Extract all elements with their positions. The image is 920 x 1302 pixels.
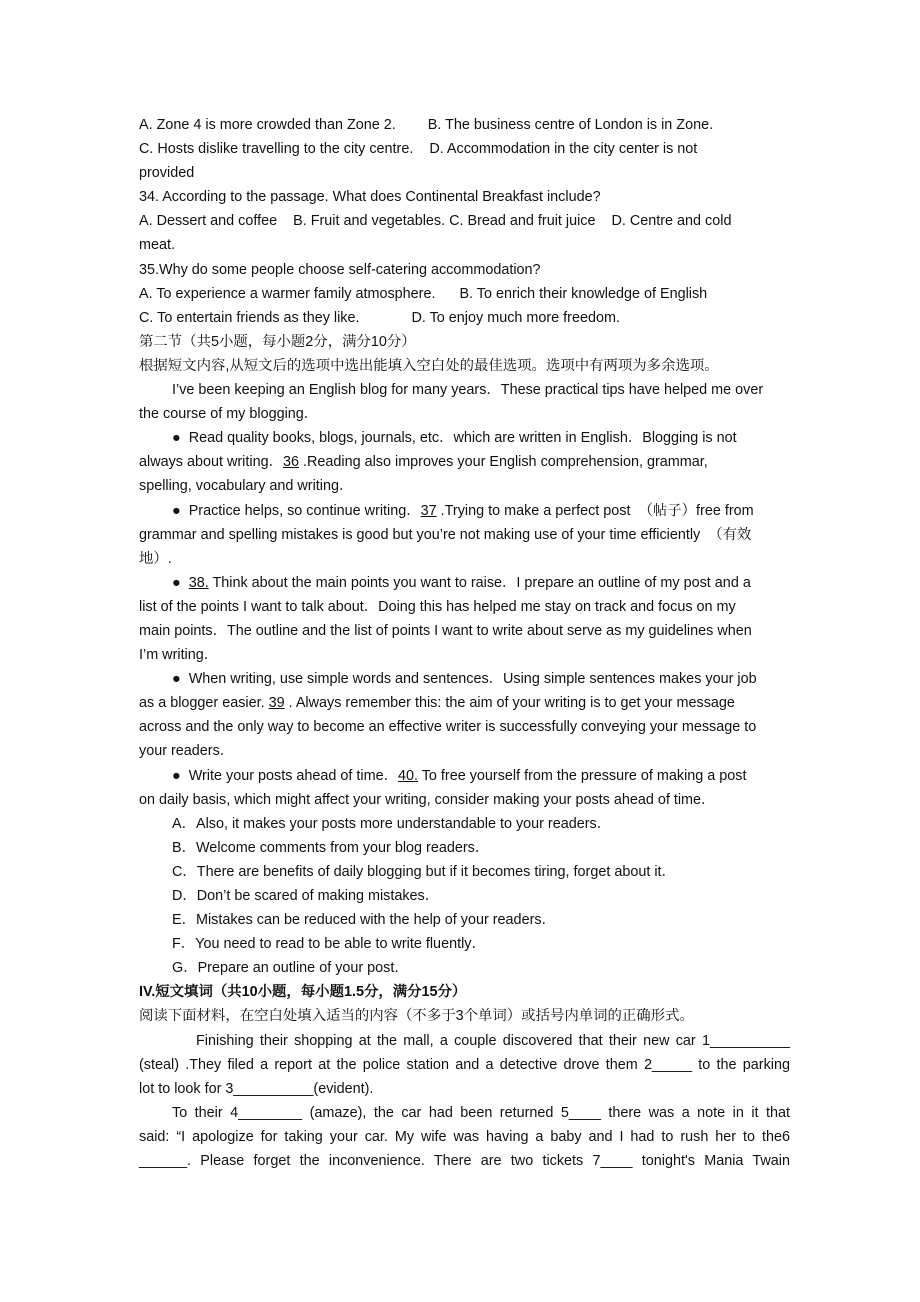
text-line xyxy=(139,258,790,282)
text-line xyxy=(139,691,790,715)
text-segment: IV.短文填词（共10小题，每小题1.5分，满分15分） xyxy=(139,984,467,1001)
text-line xyxy=(139,378,790,402)
text-segment: across and the only way to become an effective writer is successfully conveying your message to xyxy=(139,719,757,736)
text-segment: D．Don’t be scared of making mistakes． xyxy=(172,888,440,904)
text-line xyxy=(139,426,790,450)
text-line xyxy=(139,788,790,812)
text-segment: C. To entertain friends as they like. D. To enjoy much more freedom. xyxy=(139,309,620,326)
text-line xyxy=(139,619,790,643)
text-segment: . Always remember this: the aim of your writing is to get your message xyxy=(284,695,735,712)
text-segment: C．There are benefits of daily blogging but if it becomes tiring, forget about it． xyxy=(172,863,676,880)
text-segment: 根据短文内容,从短文后的选项中选出能填入空白处的最佳选项。选项中有两项为多余选项。 xyxy=(139,357,719,374)
text-segment: A．Also, it makes your posts more understandable to your readers． xyxy=(172,815,612,832)
text-line xyxy=(139,450,790,474)
text-line xyxy=(139,474,790,498)
text-line xyxy=(139,354,790,378)
text-segment: the course of my blogging． xyxy=(139,406,319,423)
text-line xyxy=(139,330,790,354)
text-segment: meat. xyxy=(139,237,175,254)
text-segment: said: “I apologize for taking your car. My wife was having a baby and I had to rush her to the6 xyxy=(139,1128,790,1145)
text-line xyxy=(139,523,790,547)
text-line xyxy=(139,282,790,306)
text-segment: (steal) .They filed a report at the police station and a detective drove them 2_____ to the parking xyxy=(139,1056,790,1073)
text-line xyxy=(139,739,790,763)
text-segment: main points．The outline and the list of points I want to write about serve as my guidelines when xyxy=(139,622,752,639)
text-line xyxy=(139,1004,790,1028)
text-segment: To their 4________ (amaze), the car had been returned 5____ there was a note in it that xyxy=(172,1104,790,1121)
text-segment: To free yourself from the pressure of making a post xyxy=(418,767,747,784)
text-segment: .Trying to make a perfect post （帖子）free from xyxy=(436,502,754,519)
text-segment: 34. According to the passage. What does Continental Breakfast include? xyxy=(139,189,601,206)
text-segment: G．Prepare an outline of your post． xyxy=(172,960,409,977)
text-line xyxy=(139,860,790,884)
text-line xyxy=(139,836,790,860)
text-line xyxy=(139,932,790,956)
document-page xyxy=(139,113,790,1173)
text-segment: .Reading also improves your English comprehension, grammar, xyxy=(299,454,708,471)
text-segment: your readers． xyxy=(139,743,235,760)
text-segment: ● xyxy=(172,574,189,591)
blank-number: 40. xyxy=(397,767,418,784)
text-segment: grammar and spelling mistakes is good but you’re not making use of your time efficiently （有效 xyxy=(139,526,752,543)
text-line xyxy=(139,812,790,836)
text-segment: ● Write your posts ahead of time． xyxy=(172,767,398,784)
text-line xyxy=(139,764,790,788)
text-line xyxy=(139,595,790,619)
text-segment: A. Zone 4 is more crowded than Zone 2. B. The business centre of London is in Zone. xyxy=(139,117,714,133)
text-segment: E．Mistakes can be reduced with the help of your readers． xyxy=(172,912,556,929)
text-segment: ______. Please forget the inconvenience. There are two tickets 7____ tonight's Mania Twain xyxy=(139,1153,790,1170)
text-line xyxy=(139,306,790,330)
text-segment: 第二节（共5小题，每小题2分，满分10分） xyxy=(139,333,416,350)
text-line xyxy=(139,1077,790,1101)
text-line xyxy=(139,884,790,908)
blank-number: 36 xyxy=(282,454,299,471)
text-segment: A. Dessert and coffee B. Fruit and vegetables. C. Bread and fruit juice D. Centre and cold xyxy=(139,213,732,230)
text-segment: as a blogger easier. xyxy=(139,695,269,712)
text-line xyxy=(139,1149,790,1173)
text-segment: A. To experience a warmer family atmosphere. B. To enrich their knowledge of English xyxy=(139,285,708,302)
blank-number: 38. xyxy=(188,574,209,591)
text-segment: 地）. xyxy=(139,550,172,567)
text-segment: C. Hosts dislike travelling to the city centre. D. Accommodation in the city center is not xyxy=(139,141,698,158)
text-segment: B．Welcome comments from your blog readers． xyxy=(172,839,490,856)
text-line xyxy=(139,209,790,233)
text-line xyxy=(139,113,790,137)
text-segment: I’ve been keeping an English blog for many years．These practical tips have helped me over xyxy=(172,382,764,399)
text-segment: on daily basis, which might affect your writing, consider making your posts ahead of time． xyxy=(139,791,716,808)
text-segment: provided xyxy=(139,165,195,182)
blank-number: 39 xyxy=(268,695,285,712)
blank-number: 37 xyxy=(420,502,437,519)
text-line xyxy=(139,185,790,209)
text-line xyxy=(139,1101,790,1125)
text-line xyxy=(139,1053,790,1077)
text-segment: 阅读下面材料，在空白处填入适当的内容（不多于3个单词）或括号内单词的正确形式。 xyxy=(139,1008,694,1025)
text-line xyxy=(139,980,790,1004)
text-segment: always about writing． xyxy=(139,454,283,471)
text-line xyxy=(139,715,790,739)
text-segment: ● When writing, use simple words and sentences．Using simple sentences makes your job xyxy=(172,671,757,688)
text-segment: I’m writing． xyxy=(139,647,219,664)
text-line xyxy=(139,908,790,932)
text-segment: F．You need to read to be able to write fluently． xyxy=(172,936,486,953)
text-line xyxy=(139,956,790,980)
text-segment: spelling, vocabulary and writing． xyxy=(139,478,354,495)
text-segment: Think about the main points you want to raise．I prepare an outline of my post and a xyxy=(208,574,751,591)
text-segment: list of the points I want to talk about．Doing this has helped me stay on track and focus on my xyxy=(139,598,736,615)
text-line xyxy=(139,571,790,595)
text-line xyxy=(139,1029,790,1053)
text-segment: 35.Why do some people choose self-catering accommodation? xyxy=(139,261,541,278)
text-segment: Finishing their shopping at the mall, a couple discovered that their new car 1__________ xyxy=(196,1032,790,1049)
text-line xyxy=(139,402,790,426)
text-segment: ● Practice helps, so continue writing． xyxy=(172,502,421,519)
text-line xyxy=(139,547,790,571)
text-line xyxy=(139,499,790,523)
text-line xyxy=(139,667,790,691)
text-segment: lot to look for 3__________(evident). xyxy=(139,1080,374,1097)
text-line xyxy=(139,161,790,185)
text-line xyxy=(139,137,790,161)
text-line xyxy=(139,643,790,667)
text-segment: ● Read quality books, blogs, journals, etc．which are written in English．Blogging is not xyxy=(172,430,737,447)
text-line xyxy=(139,1125,790,1149)
text-line xyxy=(139,233,790,257)
